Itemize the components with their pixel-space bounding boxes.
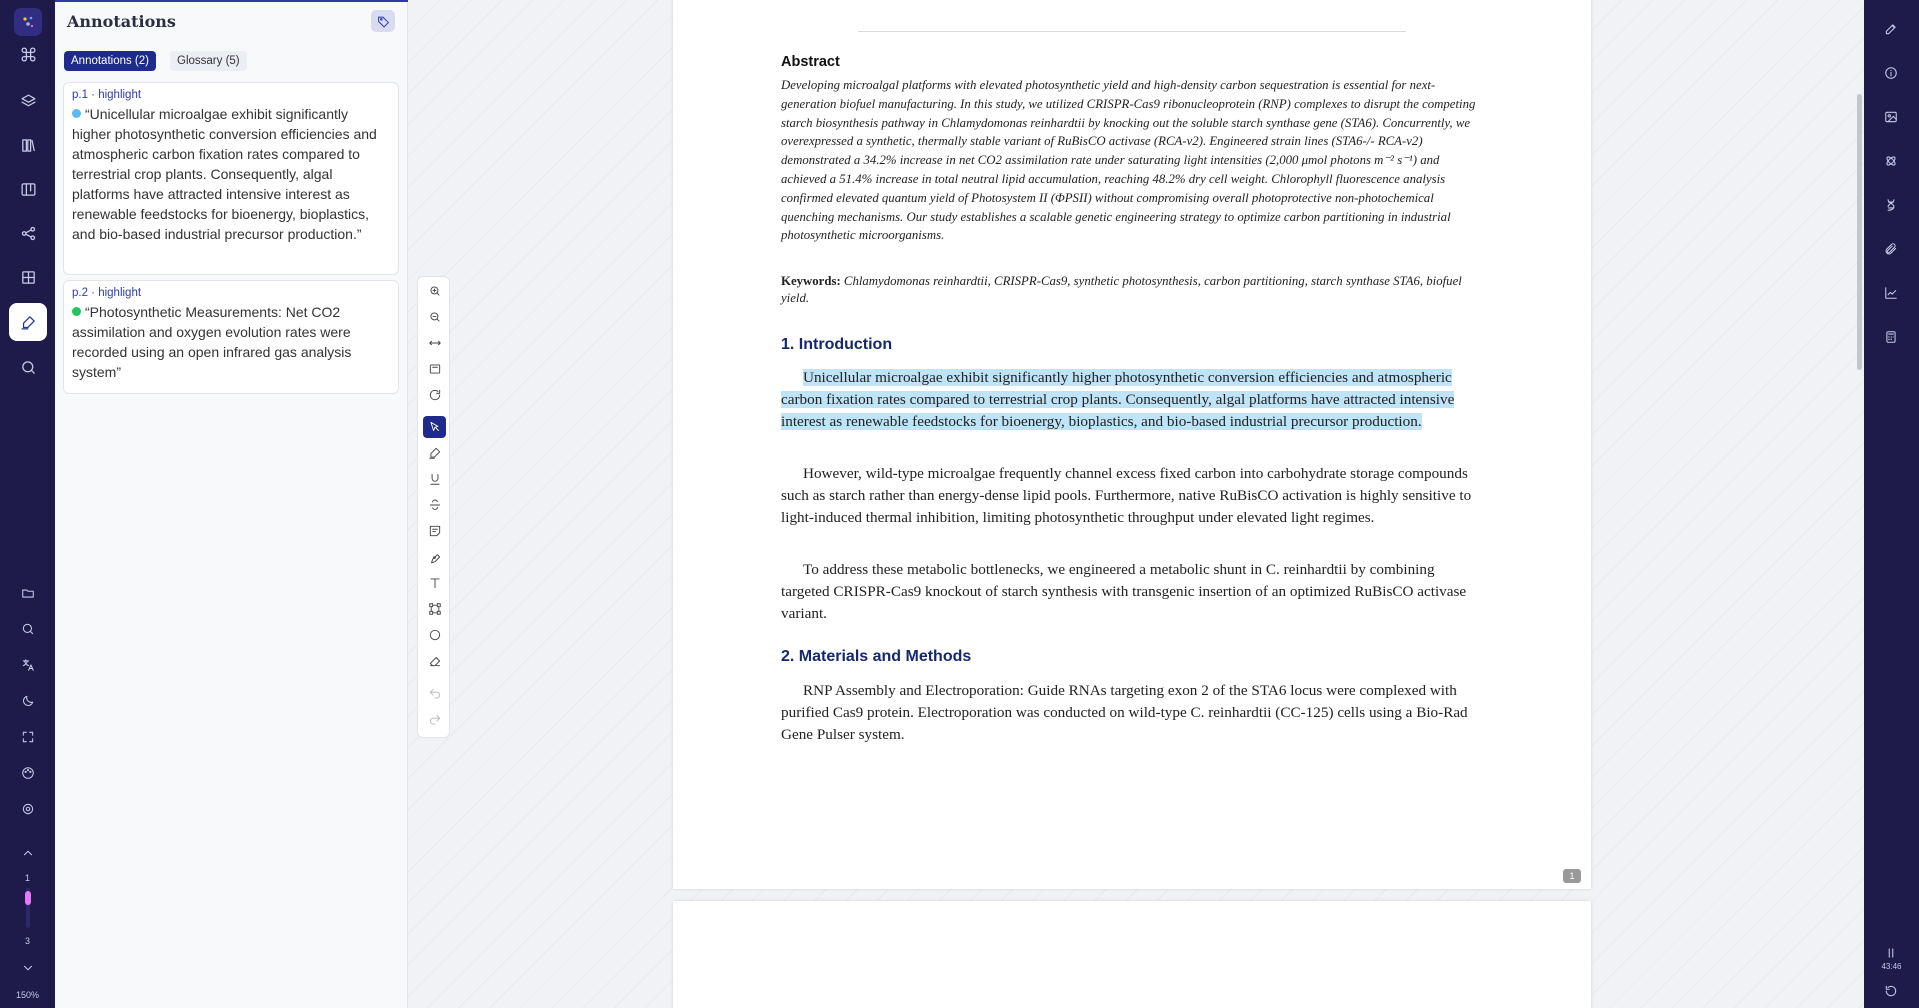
chevron-down-icon[interactable] (9, 949, 47, 987)
pen-icon[interactable] (423, 546, 446, 568)
rotate-icon[interactable] (423, 384, 446, 406)
highlighted-text[interactable]: Unicellular microalgae exhibit significantly higher photosynthetic conversion efficiencies and atmospheric carbon fixation rates compared to terrestrial crop plants. Consequently, algal platforms have attracted intensive interest as renewable feedstocks for bioenergy, bioplastics, and bio-based industrial precursor production. (781, 369, 1455, 430)
tab-glossary[interactable]: Glossary (5) (170, 51, 247, 71)
image-icon[interactable] (1872, 98, 1910, 136)
circle-icon[interactable] (423, 624, 446, 646)
undo-icon[interactable] (1872, 972, 1910, 1008)
highlighter-icon[interactable] (423, 442, 446, 464)
grid-icon[interactable] (9, 258, 47, 296)
paragraph: RNP Assembly and Electroporation: Guide RNAs targeting exon 2 of the STA6 locus were complexed with purified Cas9 protein. Electroporation was conducted on wild-type C. reinhardtii (CC-125) cells using a Bio-Rad Gene Pulser system. (781, 682, 1468, 743)
page-total: 3 (24, 936, 30, 946)
chevron-up-icon[interactable] (9, 834, 47, 872)
page-current: 1 (24, 873, 30, 883)
sidebar-accent-line (55, 0, 408, 2)
search-icon[interactable] (9, 348, 47, 386)
annotation-quote: “Unicellular microalgae exhibit significantly higher photosynthetic conversion efficiencies and atmospheric carbon fixation rates compared to terrestrial crop plants. Consequently, algal platforms have attracted intensive interest as renewable feedstocks for bioenergy, bioplastics, and bio-based industrial precursor production.” (72, 106, 377, 242)
annotation-card[interactable] (63, 280, 399, 394)
command-icon[interactable] (9, 35, 47, 73)
session-timer: 43:46 (1881, 962, 1902, 971)
paperclip-icon[interactable] (1872, 230, 1910, 268)
fit-page-icon[interactable] (423, 358, 446, 380)
layers-icon[interactable] (9, 82, 47, 120)
scrollbar-thumb[interactable] (1857, 94, 1862, 370)
chart-icon[interactable] (1872, 274, 1910, 312)
right-rail (1864, 0, 1919, 1008)
keywords-text: Chlamydomonas reinhardtii, CRISPR-Cas9, synthetic photosynthesis, carbon partitioning, starch synthase STA6, biofuel yield. (781, 274, 1462, 305)
info-icon[interactable] (1872, 54, 1910, 92)
edit-icon[interactable] (1872, 10, 1910, 48)
tag-button[interactable] (371, 10, 395, 32)
section-heading: 1. Introduction (781, 336, 893, 353)
sidebar-title: Annotations (67, 12, 176, 31)
keywords (781, 273, 1478, 307)
note-icon[interactable] (423, 520, 446, 542)
strikethrough-icon[interactable] (423, 494, 446, 516)
search-icon[interactable] (9, 610, 47, 648)
highlighter-icon[interactable] (9, 303, 47, 341)
zoom-out-icon[interactable] (423, 306, 446, 328)
highlight-color-dot (72, 109, 81, 118)
page-header-rule (858, 31, 1406, 32)
folder-icon[interactable] (9, 574, 47, 612)
fit-width-icon[interactable] (423, 332, 446, 354)
app-logo-icon[interactable] (14, 8, 42, 36)
paragraph: To address these metabolic bottlenecks, we engineered a metabolic shunt in C. reinhardtii by combining targeted CRISPR-Cas9 knockout of starch synthesis with transgenic insertion of an optimized RuBisCO activase variant. (781, 561, 1467, 622)
abstract-heading: Abstract (781, 54, 840, 70)
eraser-icon[interactable] (423, 650, 446, 672)
redo-icon[interactable] (423, 709, 446, 731)
section-heading: 2. Materials and Methods (781, 648, 972, 665)
document-page[interactable] (673, 901, 1591, 1008)
underline-icon[interactable] (423, 468, 446, 490)
atom-icon[interactable] (1872, 142, 1910, 180)
paragraph (781, 367, 1478, 432)
annotation-quote: “Photosynthetic Measurements: Net CO2 assimilation and oxygen evolution rates were recorded using an open infrared gas analysis system” (72, 304, 352, 380)
calculator-icon[interactable] (1872, 318, 1910, 356)
tag-icon (377, 15, 390, 28)
annotation-card[interactable] (63, 82, 399, 275)
page-number-badge: 1 (1563, 869, 1581, 883)
translate-icon[interactable] (9, 646, 47, 684)
document-page[interactable] (673, 0, 1591, 889)
select-icon[interactable] (423, 416, 446, 438)
annotation-meta: p.2 · highlight (72, 287, 142, 299)
undo-icon[interactable] (423, 683, 446, 705)
expand-icon[interactable] (9, 718, 47, 756)
shape-icon[interactable] (423, 598, 446, 620)
settings-icon[interactable] (9, 790, 47, 828)
text-icon[interactable] (423, 572, 446, 594)
paragraph: However, wild-type microalgae frequently channel excess fixed carbon into carbohydrate storage compounds such as starch rather than energy-dense lipid pools. Furthermore, native RuBisCO activation is highly sensitive to light-induced thermal inhibition, limiting photosynthetic throughput under elevated light regimes. (781, 465, 1472, 526)
palette-icon[interactable] (9, 754, 47, 792)
zoom-level[interactable]: 150% (15, 990, 40, 1000)
tab-annotations[interactable]: Annotations (2) (64, 51, 156, 71)
zoom-in-icon[interactable] (423, 280, 446, 302)
left-rail (0, 0, 55, 1008)
highlight-color-dot (72, 307, 81, 316)
graph-icon[interactable] (9, 214, 47, 252)
moon-icon[interactable] (9, 682, 47, 720)
keywords-label: Keywords: (781, 274, 841, 288)
abstract-text: Developing microalgal platforms with elevated photosynthetic yield and high-density carbon sequestration is essential for next-generation biofuel manufacturing. In this study, we utilized CRISPR-Cas9 ribonucleoprotein (RNP) complexes to disrupt the competing starch biosynthesis pathway in Chlamydomonas reinhardtii by knocking out the soluble starch synthase gene (STA6). Concurrently, we overexpressed a synthetic, thermally stable variant of RuBisCO activase (RCA-v2). Engineered strain lines (STA6-/- RCA-v2) demonstrated a 34.2% increase in net CO2 assimilation rate under saturating light intensities (2,000 μmol photons m⁻² s⁻¹) and achieved a 51.4% increase in total neutral lipid accumulation, reaching 48.2% dry cell weight. Chlorophyll fluorescence analysis confirmed elevated quantum yield of Photosystem II (ΦPSII) without compromising overall photoprotective non-photochemical quenching mechanisms. Our study establishes a scalable genetic engineering strategy to optimize carbon partitioning in industrial photosynthetic microorganisms. (781, 78, 1476, 243)
library-icon[interactable] (9, 126, 47, 164)
board-icon[interactable] (9, 170, 47, 208)
dna-icon[interactable] (1872, 186, 1910, 224)
annotation-toolbar (417, 276, 450, 738)
page-scrubber-thumb[interactable] (25, 891, 31, 905)
annotation-meta: p.1 · highlight (72, 89, 142, 101)
annotations-sidebar (55, 0, 408, 1008)
